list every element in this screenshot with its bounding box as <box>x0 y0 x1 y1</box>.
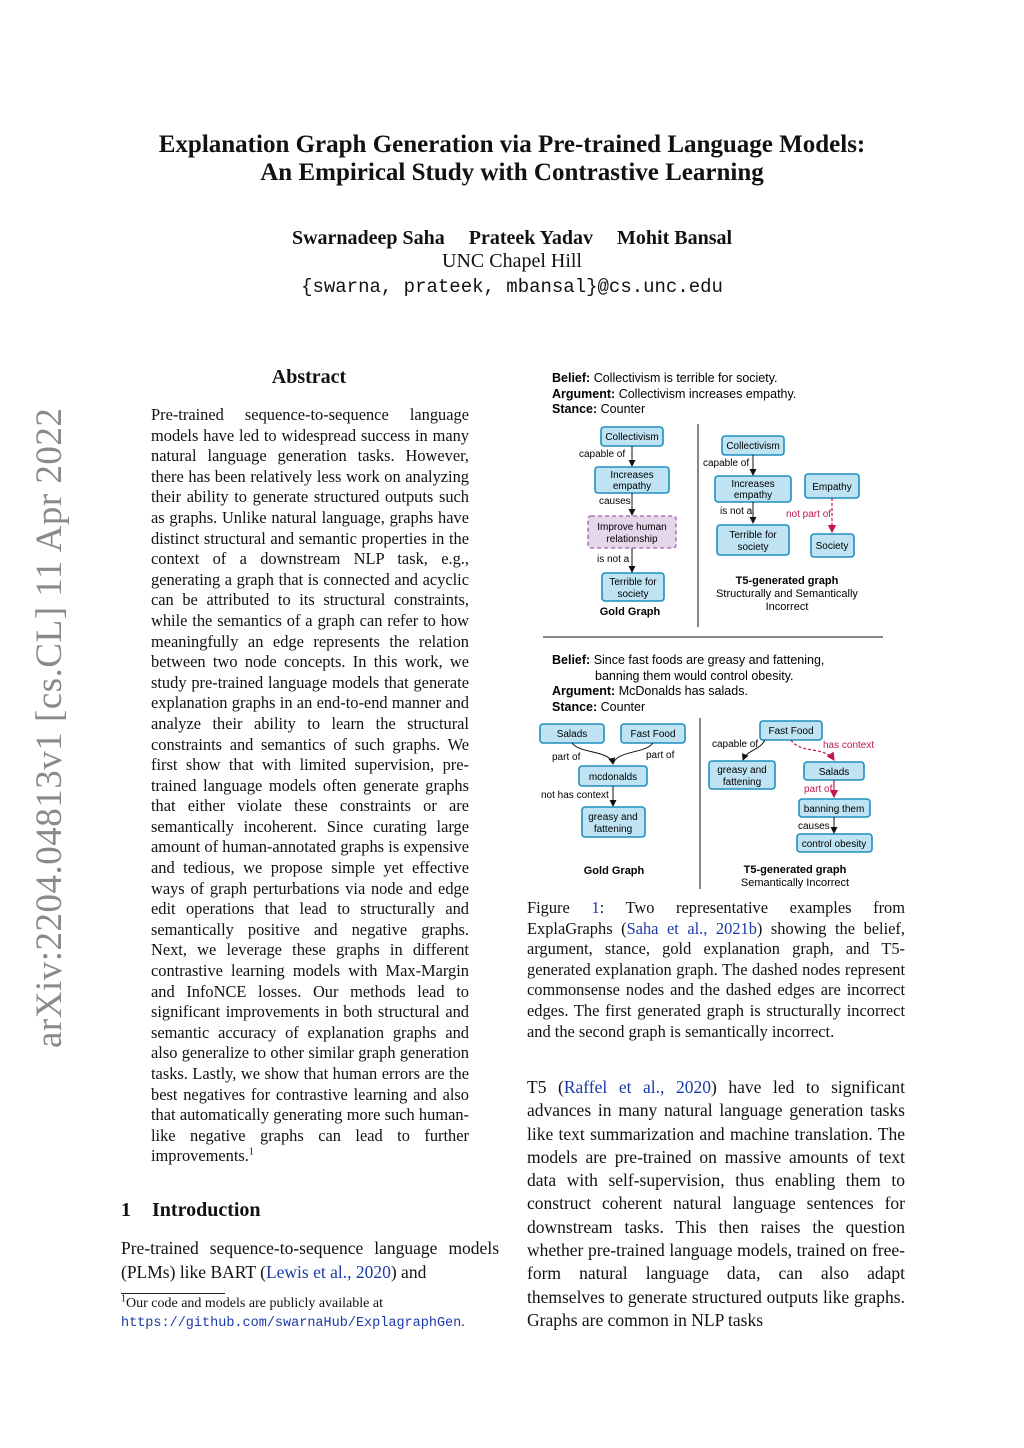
edge-label: is not a <box>720 506 753 517</box>
node-label: society <box>737 542 769 553</box>
svg-text:Argument: Collectivism increas <box>552 387 796 401</box>
intro-text: ) and <box>390 1261 427 1282</box>
edge-label: has context <box>823 740 875 751</box>
graph-verdict: Semantically Incorrect <box>740 877 850 889</box>
node-label: Terrible for <box>609 577 657 588</box>
body-text: ) have led to significant advances in many natural language generation tasks like text summarization and machine translation. The models are pre-trained on massive amounts of text data with self-supervision, thus enabling them to construct coherent natural language sentences for downstream tasks. This then raises the question whether pre-trained language models, trained on free-form natural language data, can also adapt themselves to generate structured outputs like graphs. Graphs are common in NLP tasks <box>527 1077 905 1330</box>
paper-title <box>0 131 1024 187</box>
author-name: Mohit Bansal <box>617 227 733 249</box>
citation-link[interactable]: Raffel et al., 2020 <box>563 1077 711 1097</box>
body-paragraph <box>527 1076 905 1332</box>
node-label: fattening <box>593 824 633 835</box>
footnote <box>121 1294 505 1333</box>
edge-label: not has context <box>541 790 609 801</box>
edge-label: causes <box>798 821 830 832</box>
node-label: Empathy <box>812 482 852 493</box>
caption-label: Figure <box>527 898 592 917</box>
node-label: society <box>617 589 649 600</box>
argument-label: Argument: <box>552 684 616 698</box>
citation-link[interactable]: Saha et al., 2021b <box>626 918 757 938</box>
svg-text:Stance: Counter <box>552 700 645 714</box>
footnote-marker[interactable]: 1 <box>248 1146 254 1158</box>
node-label: empathy <box>612 481 652 492</box>
belief-text: Collectivism is terrible for society. <box>593 371 778 385</box>
edge-label: capable of <box>703 458 750 469</box>
belief-text: Since fast foods are greasy and fattening, <box>593 653 825 667</box>
edge-label: not part of <box>786 509 832 520</box>
affiliation: UNC Chapel Hill <box>442 250 582 272</box>
author-name: Swarnadeep Saha <box>291 227 445 249</box>
belief-text: banning them would control obesity. <box>595 669 794 683</box>
graph-label: Gold Graph <box>583 865 645 877</box>
example-1-t5-graph <box>703 436 859 613</box>
abstract-heading: Abstract <box>271 366 347 388</box>
node-label: Increases <box>731 479 775 490</box>
example-2-t5-graph <box>709 721 874 889</box>
node-label: greasy and <box>717 765 767 776</box>
graph-verdict: Structurally and Semantically <box>716 588 858 600</box>
author-list <box>0 227 1024 250</box>
example-2-header <box>552 653 824 714</box>
node-label: Increases <box>610 470 654 481</box>
figure-caption <box>527 898 905 1042</box>
section-title: Introduction <box>152 1199 261 1221</box>
node-label: greasy and <box>588 812 638 823</box>
example-2-gold-graph <box>540 724 685 877</box>
graph-label: T5-generated graph <box>743 864 847 876</box>
node-label: Society <box>815 541 849 552</box>
stance-label: Stance: <box>552 402 598 416</box>
node-label: fattening <box>722 777 762 788</box>
example-1-gold-graph <box>579 427 676 618</box>
stance-text: Counter <box>600 700 646 714</box>
svg-text:Belief: Collectivism is terrib <box>552 371 778 385</box>
figure-number-link[interactable]: 1 <box>591 898 600 917</box>
abstract-body <box>151 405 469 1167</box>
intro-text: Pre-trained sequence-to-sequence language models (PLMs) like BART ( <box>121 1238 499 1282</box>
section-heading-introduction <box>121 1199 261 1222</box>
node-label: Improve human <box>597 522 667 533</box>
figure-explanation-graphs <box>525 362 905 897</box>
footnote-text: Our code and models are publicly available at <box>126 1296 383 1311</box>
edge-label: is not a <box>597 554 630 565</box>
node-label: Fast Food <box>630 729 676 740</box>
edge-label: part of <box>552 752 581 763</box>
example-1-header <box>552 371 796 416</box>
citation-link[interactable]: Lewis et al., 2020 <box>265 1261 391 1282</box>
body-text: T5 ( <box>527 1077 564 1097</box>
introduction-paragraph <box>121 1237 499 1284</box>
title-line-2: An Empirical Study with Contrastive Learning <box>260 159 764 186</box>
graph-label: Gold Graph <box>599 606 661 618</box>
caption-text: : Two representative examples from ExplaGraphs ( <box>527 898 905 938</box>
arxiv-identifier: arXiv:2204.04813v1 [cs.CL] 11 Apr 2022 <box>29 407 70 1048</box>
graph-verdict: Incorrect <box>765 601 809 613</box>
node-label: banning them <box>803 804 865 815</box>
argument-text: McDonalds has salads. <box>618 684 748 698</box>
edge-label: part of <box>804 784 833 795</box>
edge-label: capable of <box>579 449 626 460</box>
argument-text: Collectivism increases empathy. <box>618 387 797 401</box>
node-label: empathy <box>733 490 773 501</box>
node-label: Terrible for <box>729 530 777 541</box>
svg-text:Stance: Counter <box>552 402 645 416</box>
edge-label: part of <box>646 750 675 761</box>
node-label: relationship <box>606 534 658 545</box>
node-label: control obesity <box>801 839 867 850</box>
node-label: Salads <box>818 767 850 778</box>
edge-label: causes <box>599 496 631 507</box>
node-label: Fast Food <box>768 726 814 737</box>
graph-label: T5-generated graph <box>735 575 839 587</box>
abstract-text: Pre-trained sequence-to-sequence language models have led to widespread success in many natural language generation tasks. However, there has been relatively less work on analyzing their ability to generate structured outputs such as graphs. Unlike natural language, graphs have distinct structural and semantic properties in the context of a downstream NLP task, e.g., generating a graph that is connected and acyclic can be attributed to its structural constraints, while the semantics of a graph can refer to how meaningfully an edge represents the relation between two node concepts. In this work, we study pre-trained language models that generate explanation graphs in an end-to-end manner and analyze their ability to learn the structural constraints and semantics of such graphs. We first show that with limited supervision, pre-trained language models often generate graphs that either violate these constraints or are semantically incoherent. Since curating large amount of human-annotated graphs is expensive and tedious, we propose simple yet effective ways of graph perturbations via node and edge edit operations that lead to structurally and semantically positive and negative graphs. Next, we leverage these graphs in different contrastive learning models with Max-Margin and InfoNCE losses. Our methods lead to significant improvements in both structural and semantic accuracy of explanation graphs and also generalize to other similar graph generation tasks. Lastly, we show that human errors are the best negatives for contrastive learning and also that automatically generating more such human-like negative graphs can lead to further improvements. <box>151 405 469 1166</box>
node-label: Collectivism <box>605 432 659 443</box>
node-label: mcdonalds <box>588 772 638 783</box>
author-name: Prateek Yadav <box>468 227 594 249</box>
code-url-link[interactable]: https://github.com/swarnaHub/ExplagraphGen <box>121 1316 462 1331</box>
stance-text: Counter <box>600 402 646 416</box>
node-label: Salads <box>556 729 588 740</box>
section-number: 1 <box>121 1199 131 1221</box>
author-email: {swarna, prateek, mbansal}@cs.unc.edu <box>301 276 723 298</box>
caption-text: ) showing the belief, argument, stance, gold explanation graph, and T5-generated explanation graph. The dashed nodes represent commonsense nodes and the dashed edges are incorrect edges. The first generated graph is structurally incorrect and the second graph is semantically incorrect. <box>527 918 905 1041</box>
svg-text:Belief: Since fast foods are g <box>552 653 824 667</box>
argument-label: Argument: <box>552 387 616 401</box>
svg-text:Argument: McDonalds has salads <box>552 684 748 698</box>
belief-label: Belief: <box>552 653 591 667</box>
footnote-number: 1 <box>121 1293 126 1305</box>
node-label: Collectivism <box>726 441 780 452</box>
belief-label: Belief: <box>552 371 591 385</box>
stance-label: Stance: <box>552 700 598 714</box>
title-line-1: Explanation Graph Generation via Pre-trained Language Models: <box>158 131 866 158</box>
footnote-end: . <box>461 1315 465 1330</box>
edge-label: capable of <box>712 739 759 750</box>
